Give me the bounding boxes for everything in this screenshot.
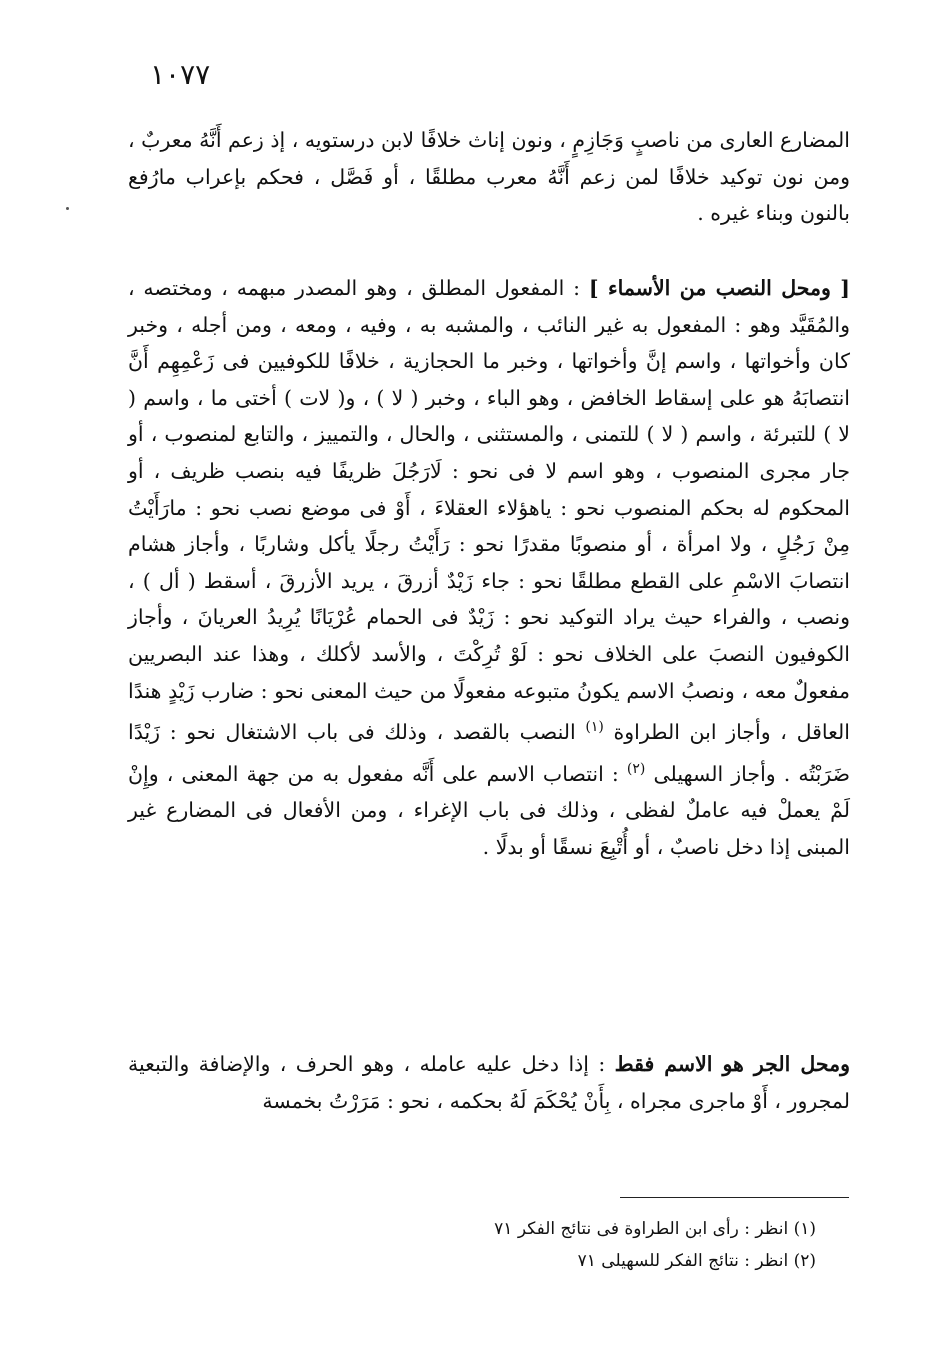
footnote-marker-1: (١) (585, 719, 604, 736)
paragraph-2-text: : المفعول المطلق ، وهو المصدر مبهمه ، ومختصه ، والمُقَيَّد وهو : المفعول به غير النائب ، والمشبه به ، وفيه ، ومعه ، ومن أجله ، وخبر كان وأخواتها ، واسم إنَّ وأخواتها ، وخبر ما الحجازية ، خلافًا للكوفيين فى زَعْمِهِم أَنَّ انتصابَهُ هو على إسقاط الخافض ، وهو الباء ، وخبر ( لا ) ، و( لات ) أختى ما ، واسم ( لا ) للتبرئة ، واسم ( لا ) للتمنى ، والمستثنى ، والحال ، والتمييز ، والتابع لمنصوب ، أو جار مجرى المنصوب ، وهو اسم لا فى نحو : لَارَجُلَ ظريفًا فيه بنصب ظريف ، أو المحكوم له بحكم المنصوب نحو : ياهؤلاء العقلاءَ ، أَوْ فى موضع نصب نحو : مارَأَيْتُ مِنْ رَجُلٍ ، ولا امرأة ، أو منصوبًا مقدرًا نحو : رَأَيْتُ رجلًا يأكل وشاربًا ، وأجاز هشام انتصابَ الاسْمِ على القطع مطلقًا نحو : جاء زَيْدٌ أزرقَ ، يريد الأزرقَ ، أسقط ( أل ) ، ونصب ، والفراء حيث يراد التوكيد نحو : زَيْدٌ فى الحمام عُرْيَانًا يُرِيدُ العريانَ ، وأجاز الكوفيون النصبَ على الخلاف نحو : لَوْ تُرِكْتَ ، والأسد لأكلك ، وهذا عند البصريين مفعولٌ معه ، ونصبُ الاسم يكونُ متبوعه مفعولًا من حيث المعنى نحو : ضارب زَيْدٍ هندًا العاقل ، وأجاز ابن الطراوة (128, 276, 850, 744)
main-text (128, 122, 850, 1119)
paragraph-1-text: المضارع العارى من ناصبٍ وَجَازِمٍ ، ونون إناث خلافًا لابن درستويه ، إذ زعم أَنَّهُ معربٌ ، ومن نون توكيد خلافًا لمن زعم أَنَّهُ معرب مطلقًا ، أو فَصَّل ، فحكم بإعراب مارُفع بالنون وبناء غيره . (128, 128, 850, 226)
footnotes (420, 1213, 816, 1277)
paragraph-3-text: : إذا دخل عليه عامله ، وهو الحرف ، والإضافة والتبعية لمجرور ، أَوْ ماجرى مجراه ، بِأَنْ يُحْكَمَ لَهُ بحكمه ، نحو : مَرَرْتُ بخمسة (128, 1052, 850, 1113)
paragraph-2-heading: [ ومحل النصب من الأسماء ] (588, 276, 850, 300)
footnote-separator (620, 1197, 849, 1198)
paragraph-2-text-end: : انتصاب الاسم على أَنَّه مفعول به من جهة المعنى ، وإِنْ لَمْ يعملْ فيه عاملٌ لفظى ، وذلك فى باب الإغراء ، ومن الأفعال فى المضارع غير المبنى إذا دخل ناصبٌ ، أو أُتْبِعَ نسقًا أو بدلًا . (128, 761, 850, 859)
page-number: ١٠٧٧ (150, 58, 211, 91)
paragraph-3-heading: ومحل الجر هو الاسم فقط (614, 1052, 850, 1076)
scan-speck (66, 207, 69, 210)
footnote-1: (١) انظر : رأى ابن الطراوة فى نتائج الفكر ٧١ (494, 1219, 816, 1239)
paragraph-2 (128, 270, 850, 1046)
footnote-marker-2: (٢) (626, 760, 646, 777)
paragraph-3 (128, 1046, 850, 1119)
paragraph-1 (128, 122, 850, 270)
paragraph-2-text-continued: النصب بالقصد ، وذلك فى باب الاشتغال نحو : زَيْدًا ضَرَبْتُه . وأجاز السهيلى (128, 719, 850, 786)
footnote-2: (٢) انظر : نتائج الفكر للسهيلى ٧١ (577, 1251, 816, 1271)
